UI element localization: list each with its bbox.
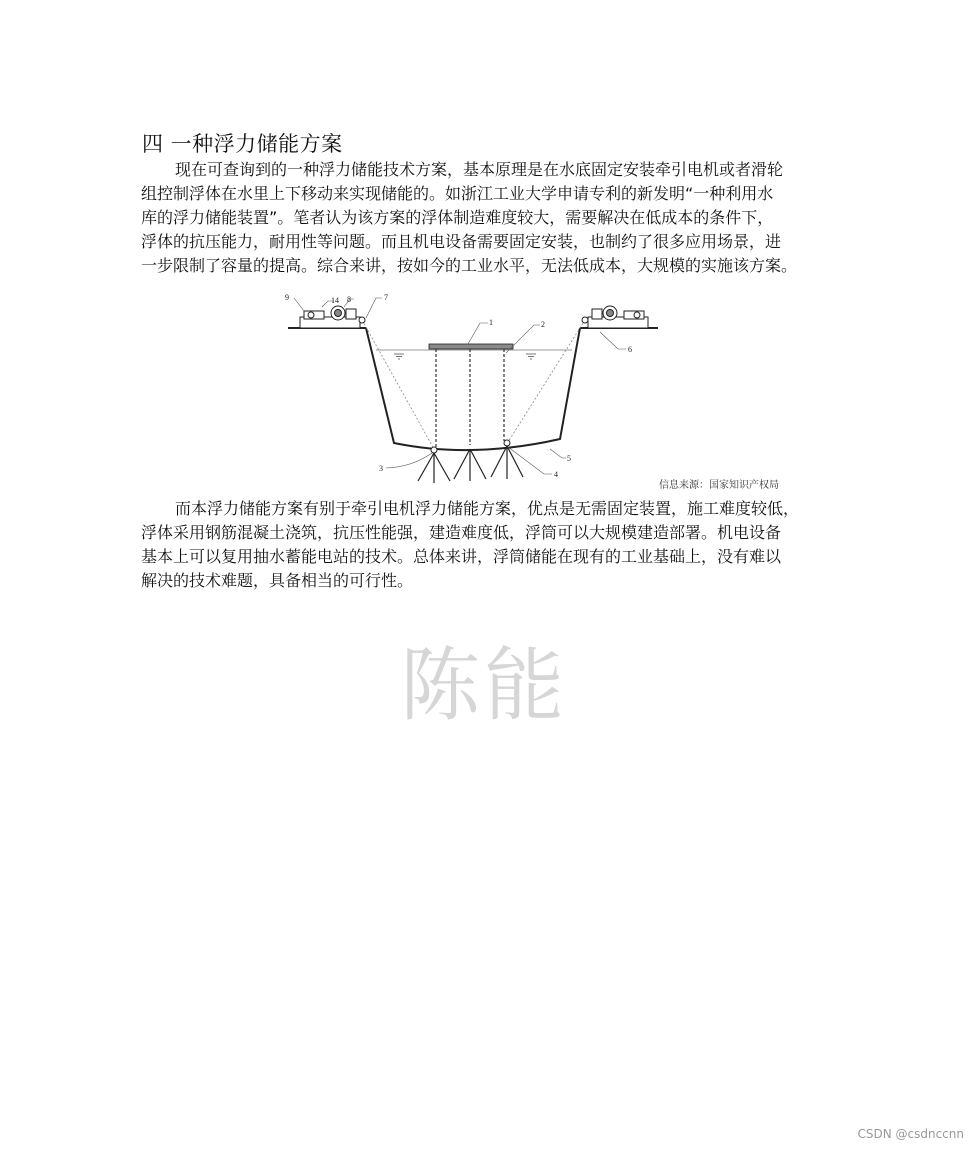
- part-label-1: 1: [489, 318, 493, 327]
- part-label-4: 4: [554, 470, 558, 479]
- intro-line-1: 现在可查询到的一种浮力储能技术方案，基本原理是在水底固定安装牵引电机或者滑轮: [175, 160, 784, 179]
- intro-line-2: 组控制浮体在水里上下移动来实现储能的。如浙江工业大学申请专利的新发明“一种利用水: [141, 184, 774, 203]
- conclusion-line-1: 而本浮力储能方案有别于牵引电机浮力储能方案，优点是无需固定装置，施工难度较低，: [175, 499, 800, 518]
- intro-paragraph: [141, 158, 837, 278]
- anchor-right: [491, 446, 523, 479]
- floating-platform: [429, 344, 513, 349]
- water-level-symbol-left: [394, 354, 404, 359]
- part-label-9: 9: [285, 293, 289, 302]
- right-winch-machine: [582, 306, 648, 328]
- section-title: 四 一种浮力储能方案: [142, 132, 343, 157]
- left-winch-machine: [300, 306, 365, 328]
- bottom-pulley-left: [431, 447, 437, 453]
- guide-line-right: [508, 320, 585, 442]
- patent-diagram-figure: [282, 287, 666, 487]
- part-label-2: 2: [541, 320, 545, 329]
- intro-line-4: 浮体的抗压能力，耐用性等问题。而且机电设备需要固定安装，也制约了很多应用场景，进: [141, 232, 782, 251]
- part-label-3: 3: [379, 464, 383, 473]
- conclusion-line-4: 解决的技术难题，具备相当的可行性。: [141, 571, 414, 590]
- bottom-pulley-right: [504, 440, 510, 446]
- part-label-14: 14: [331, 296, 339, 305]
- water-level-symbol-right: [526, 354, 536, 359]
- conclusion-line-2: 浮体采用钢筋混凝土浇筑，抗压性能强，建造难度低，浮筒可以大规模建造部署。机电设备: [141, 523, 782, 542]
- conclusion-line-3: 基本上可以复用抽水蓄能电站的技术。总体来讲，浮筒储能在现有的工业基础上，没有难以: [141, 547, 782, 566]
- intro-line-3: 库的浮力储能装置”。笔者认为该方案的浮体制造难度较大，需要解决在低成本的条件下，: [141, 208, 774, 227]
- anchor-middle: [454, 449, 486, 481]
- reservoir-buoyancy-diagram: [282, 287, 666, 487]
- guide-line-left: [362, 320, 434, 449]
- part-label-8: 8: [347, 295, 351, 304]
- part-label-6: 6: [628, 345, 632, 354]
- part-label-7: 7: [384, 293, 388, 302]
- csdn-credit: CSDN @csdnccnn: [857, 1127, 964, 1141]
- figure-source-caption: 信息来源：国家知识产权局: [659, 480, 779, 491]
- author-watermark: 陈能: [400, 639, 568, 732]
- part-label-5: 5: [567, 454, 571, 463]
- anchor-left: [418, 453, 450, 483]
- intro-line-5: 一步限制了容量的提高。综合来讲，按如今的工业水平，无法低成本，大规模的实施该方案。: [141, 256, 798, 275]
- conclusion-paragraph: [141, 497, 837, 593]
